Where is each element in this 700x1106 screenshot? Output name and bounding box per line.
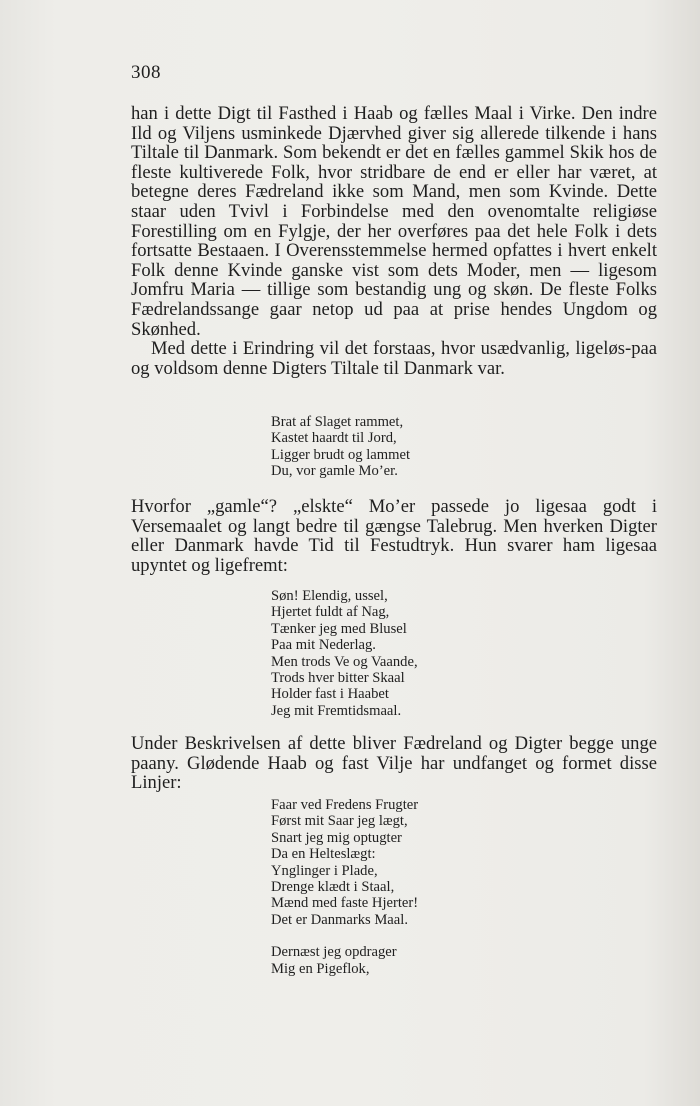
- verse-line: Men trods Ve og Vaande,: [271, 653, 418, 670]
- verse-line: Drenge klædt i Staal,: [271, 878, 395, 895]
- verse-2: [271, 588, 418, 719]
- verse-line: Ligger brudt og lammet: [271, 446, 411, 463]
- verse-line: Søn! Elendig, ussel,: [271, 588, 388, 604]
- verse-line: Du, vor gamle Mo’er.: [271, 463, 398, 480]
- stanza-gap: [271, 928, 418, 944]
- verse-line: Det er Danmarks Maal.: [271, 911, 408, 928]
- verse-line: Faar ved Fredens Frugter: [271, 797, 419, 813]
- paragraph-1-block: [131, 104, 657, 378]
- paragraph-3: Hvorfor „gamle“? „elskte“ Mo’er passede jo ligesaa godt i Versemaalet og langt bedre til gængse Talebrug. Men hverken Digter eller Danmark havde Tid til Festudtryk. Hun svarer ham ligesaa upyntet og ligefremt:: [131, 496, 657, 576]
- verse-line: Kastet haardt til Jord,: [271, 430, 397, 447]
- paragraph-1: han i dette Digt til Fasthed i Haab og fælles Maal i Virke. Den indre Ild og Viljens usminkede Djærvhed giver sig allerede tilkende i hans Tiltale til Danmark. Som bekendt er det en fælles gammel Skik hos de fleste kultiverede Folk, hvor stridbare de end er eller har været, at betegne deres Fædreland ikke som Mand, men som Kvinde. Dette staar uden Tvivl i Forbindelse med den ovenomtalte religiøse Forestilling om en Fylgje, der her overføres paa det hele Folk i dets fortsatte Bestaaen. I Overensstemmelse hermed opfattes i hvert enkelt Folk denne Kvinde ganske vist som dets Moder, men — ligesom Jomfru Maria — tillige som bestandig ung og skøn. De fleste Folks Fædrelandssange gaar netop ud paa at prise hendes Ungdom og Skønhed.: [131, 103, 657, 340]
- verse-line: Tænker jeg med Blusel: [271, 620, 407, 637]
- paragraph-2: Med dette i Erindring vil det forstaas, hvor usædvanlig, ligeløs-paa og voldsom denne Digters Tiltale til Danmark var.: [131, 338, 657, 379]
- verse-line: Jeg mit Fremtidsmaal.: [271, 702, 402, 719]
- page-number: 308: [131, 62, 161, 83]
- verse-line: Ynglinger i Plade,: [271, 862, 378, 879]
- verse-line: Da en Helteslægt:: [271, 846, 376, 863]
- paragraph-4-block: [131, 734, 657, 793]
- verse-line: Snart jeg mig optugter: [271, 829, 402, 846]
- verse-line: Først mit Saar jeg lægt,: [271, 813, 408, 830]
- verse-line: Brat af Slaget rammet,: [271, 414, 404, 430]
- verse-line: Paa mit Nederlag.: [271, 637, 376, 654]
- verse-line: Dernæst jeg opdrager: [271, 944, 397, 961]
- verse-line: Holder fast i Haabet: [271, 686, 389, 703]
- verse-line: Hjertet fuldt af Nag,: [271, 604, 390, 621]
- verse-1: [271, 414, 410, 480]
- paragraph-4: Under Beskrivelsen af dette bliver Fædreland og Digter begge unge paany. Glødende Haab og fast Vilje har undfanget og formet disse Linjer:: [131, 733, 657, 794]
- verse-line: Mig en Pigeflok,: [271, 960, 370, 977]
- verse-line: Mænd med faste Hjerter!: [271, 895, 419, 912]
- verse-3: [271, 797, 418, 977]
- verse-line: Trods hver bitter Skaal: [271, 669, 405, 686]
- paragraph-3-block: [131, 497, 657, 575]
